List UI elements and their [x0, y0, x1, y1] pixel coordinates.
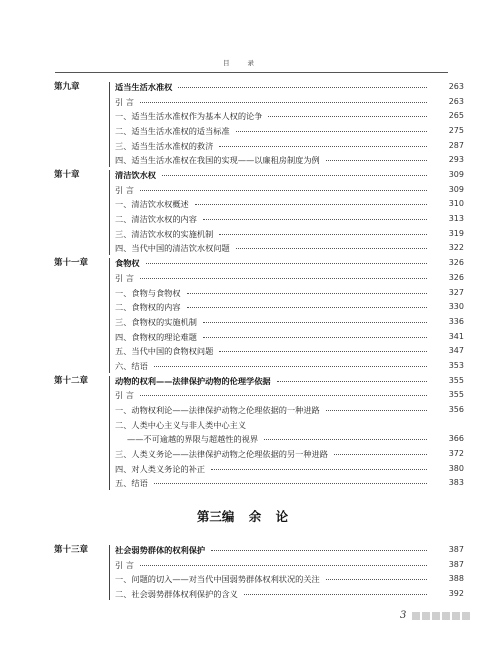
toc-entry-text: 一、清洁饮水权概述: [115, 199, 189, 210]
dot-leader: [140, 564, 427, 566]
toc-page-number: 319: [448, 228, 464, 238]
dot-leader: [268, 115, 427, 117]
toc-entry[interactable]: [115, 95, 433, 109]
toc-entry[interactable]: [115, 183, 433, 197]
toc-entry-text: 引 言: [115, 184, 134, 195]
toc-entry[interactable]: [115, 330, 433, 344]
dot-leader: [195, 203, 427, 205]
toc-page-number: 327: [448, 287, 464, 297]
toc-page-number: 326: [448, 258, 464, 268]
toc-entry-text: 食物权: [115, 258, 140, 269]
dot-leader: [203, 336, 427, 338]
dot-leader: [244, 593, 427, 595]
toc-entry-text: 三、人类义务论——法律保护动物之伦理依据的另一种进路: [115, 449, 328, 459]
dot-leader: [154, 365, 427, 367]
dot-leader: [219, 233, 427, 235]
toc-page-number: 336: [448, 316, 464, 326]
toc-entry-text: 四、对人类义务论的补正: [115, 463, 206, 474]
dot-leader: [203, 321, 427, 323]
chapter-label: 第十二章: [54, 375, 89, 386]
toc-entry-text: 二、清洁饮水权的内容: [115, 214, 197, 225]
toc-entry-text: 五、结语: [115, 478, 148, 489]
toc-page-number: 263: [448, 82, 464, 91]
toc-entry[interactable]: [115, 403, 433, 417]
dot-leader: [219, 350, 427, 352]
dot-leader: [140, 277, 427, 279]
toc-entry-text: 引 言: [115, 96, 134, 107]
dot-leader: [162, 174, 427, 176]
toc-entry-text: 四、当代中国的清洁饮水权问题: [115, 243, 230, 254]
toc-page-number: 330: [448, 302, 464, 312]
toc-entry-text: ——不可逾越的界限与超越性的视界: [127, 434, 259, 445]
toc-entry-text: 四、适当生活水准权在我国的实现——以廉租房制度为例: [115, 155, 320, 166]
toc-page-number: 309: [448, 184, 464, 194]
toc-entry-text: 二、人类中心主义与非人类中心主义: [115, 419, 247, 430]
dot-leader: [334, 453, 427, 455]
toc-entry[interactable]: [115, 300, 433, 314]
dot-leader: [219, 145, 427, 147]
page-number: 3: [400, 610, 407, 621]
toc-page-number: 309: [448, 170, 464, 180]
toc-entry[interactable]: [115, 197, 433, 211]
toc-entry-text: 六、结语: [115, 360, 148, 371]
toc-entry-text: 动物的权利——法律保护动物的伦理学依据: [115, 375, 271, 386]
toc-page-number: 326: [448, 272, 464, 282]
toc-page-number: 366: [448, 434, 464, 444]
chapter-title-entry[interactable]: [115, 256, 433, 270]
toc-entry-text: 清洁饮水权: [115, 170, 156, 181]
dot-leader: [264, 438, 427, 440]
toc-page-number: 383: [448, 478, 464, 488]
chapter-divider-line: [109, 170, 110, 255]
toc-entry-text: 二、社会弱势群体权利保护的含义: [115, 588, 238, 599]
dot-leader: [326, 409, 427, 411]
toc-entry[interactable]: [115, 432, 433, 446]
toc-page-number: 356: [448, 404, 464, 414]
chapter-title-entry[interactable]: [115, 543, 433, 557]
toc-page-number: 353: [448, 360, 464, 370]
toc-entry-text: 四、食物权的理论难题: [115, 331, 197, 342]
toc-page-number: 341: [448, 331, 464, 341]
part-title: 第三编 余 论: [196, 509, 289, 524]
toc-entry[interactable]: [115, 388, 433, 402]
toc-page-number: 313: [448, 214, 464, 224]
toc-entry-text: 引 言: [115, 272, 134, 283]
running-header: 目 录: [222, 59, 263, 67]
toc-entry-text: 一、动物权利论——法律保护动物之伦理依据的一种进路: [115, 404, 320, 415]
toc-entry-text: 一、食物与食物权: [115, 287, 181, 298]
chapter-divider-line: [109, 258, 110, 372]
toc-page-number: 372: [448, 449, 464, 458]
chapter-divider-line: [109, 376, 110, 490]
chapter-title-entry[interactable]: [115, 374, 433, 388]
toc-page-number: 293: [448, 155, 464, 165]
toc-page-number: 347: [448, 346, 464, 356]
dot-leader: [211, 468, 427, 470]
toc-page-number: 265: [448, 111, 464, 121]
toc-entry[interactable]: [115, 153, 433, 167]
dot-leader: [326, 578, 427, 580]
toc-entry[interactable]: [115, 359, 433, 373]
toc-entry-text: 引 言: [115, 390, 134, 401]
chapter-label: 第九章: [54, 82, 80, 92]
toc-entry[interactable]: [115, 241, 433, 255]
toc-entry[interactable]: [115, 109, 433, 123]
toc-entry-text: 引 言: [115, 559, 134, 570]
toc-entry[interactable]: [115, 476, 433, 490]
dot-leader: [236, 247, 427, 249]
dot-leader: [178, 86, 427, 88]
toc-entry[interactable]: [115, 315, 433, 329]
toc-entry-text: 二、适当生活水准权的适当标准: [115, 126, 230, 137]
toc-page-number: 287: [448, 140, 464, 150]
dot-leader: [211, 549, 427, 551]
toc-entry[interactable]: [115, 418, 433, 432]
toc-entry[interactable]: [115, 139, 433, 153]
toc-page-number: 387: [448, 545, 464, 554]
toc-entry[interactable]: [115, 286, 433, 300]
toc-entry[interactable]: [115, 572, 433, 586]
header-rule: [55, 72, 448, 73]
toc-page-number: 388: [448, 574, 464, 584]
dot-leader: [187, 292, 427, 294]
dot-leader: [140, 394, 427, 396]
toc-entry-text: 二、食物权的内容: [115, 302, 181, 313]
toc-entry[interactable]: [115, 558, 433, 572]
dot-leader: [140, 101, 427, 103]
dot-leader: [236, 130, 427, 132]
footer-decoration: [412, 612, 470, 620]
dot-leader: [154, 482, 427, 484]
toc-page-number: 387: [448, 559, 464, 569]
dot-leader: [146, 262, 427, 264]
chapter-divider-line: [109, 545, 110, 600]
chapter-divider-line: [109, 82, 110, 167]
toc-page-number: 380: [448, 463, 464, 473]
dot-leader: [326, 159, 427, 161]
chapter-label: 第十章: [54, 170, 80, 181]
toc-entry-text: 一、适当生活水准权作为基本人权的论争: [115, 111, 263, 122]
toc-entry[interactable]: [115, 212, 433, 226]
toc-page-number: 322: [448, 243, 464, 253]
toc-entry-text: 一、问题的切入——对当代中国弱势群体权利状况的关注: [115, 574, 320, 585]
toc-entry[interactable]: [115, 124, 433, 138]
toc-page-number: 310: [448, 199, 464, 209]
toc-entry[interactable]: [115, 587, 433, 601]
toc-entry-text: 三、适当生活水准权的救济: [115, 140, 214, 151]
toc-entry[interactable]: [115, 462, 433, 476]
toc-entry-text: 三、食物权的实施机制: [115, 316, 197, 327]
toc-entry[interactable]: [115, 227, 433, 241]
chapter-title-entry[interactable]: [115, 80, 433, 94]
toc-entry-text: 社会弱势群体的权利保护: [115, 545, 206, 555]
toc-page-number: 355: [448, 390, 464, 400]
toc-page-number: 275: [448, 126, 464, 136]
toc-entry[interactable]: [115, 447, 433, 461]
dot-leader: [140, 189, 427, 191]
toc-page-number: 392: [448, 588, 464, 598]
toc-page-number: 263: [448, 96, 464, 106]
toc-entry-text: 五、当代中国的食物权问题: [115, 346, 214, 357]
chapter-label: 第十三章: [54, 545, 89, 555]
toc-entry-text: 适当生活水准权: [115, 82, 173, 92]
toc-entry[interactable]: [115, 271, 433, 285]
dot-leader: [187, 306, 427, 308]
chapter-title-entry[interactable]: [115, 168, 433, 182]
dot-leader: [203, 218, 427, 220]
toc-entry[interactable]: [115, 344, 433, 358]
dot-leader: [277, 380, 427, 382]
toc-page-number: 355: [448, 375, 464, 385]
chapter-label: 第十一章: [54, 258, 89, 269]
toc-entry-text: 三、清洁饮水权的实施机制: [115, 228, 214, 239]
